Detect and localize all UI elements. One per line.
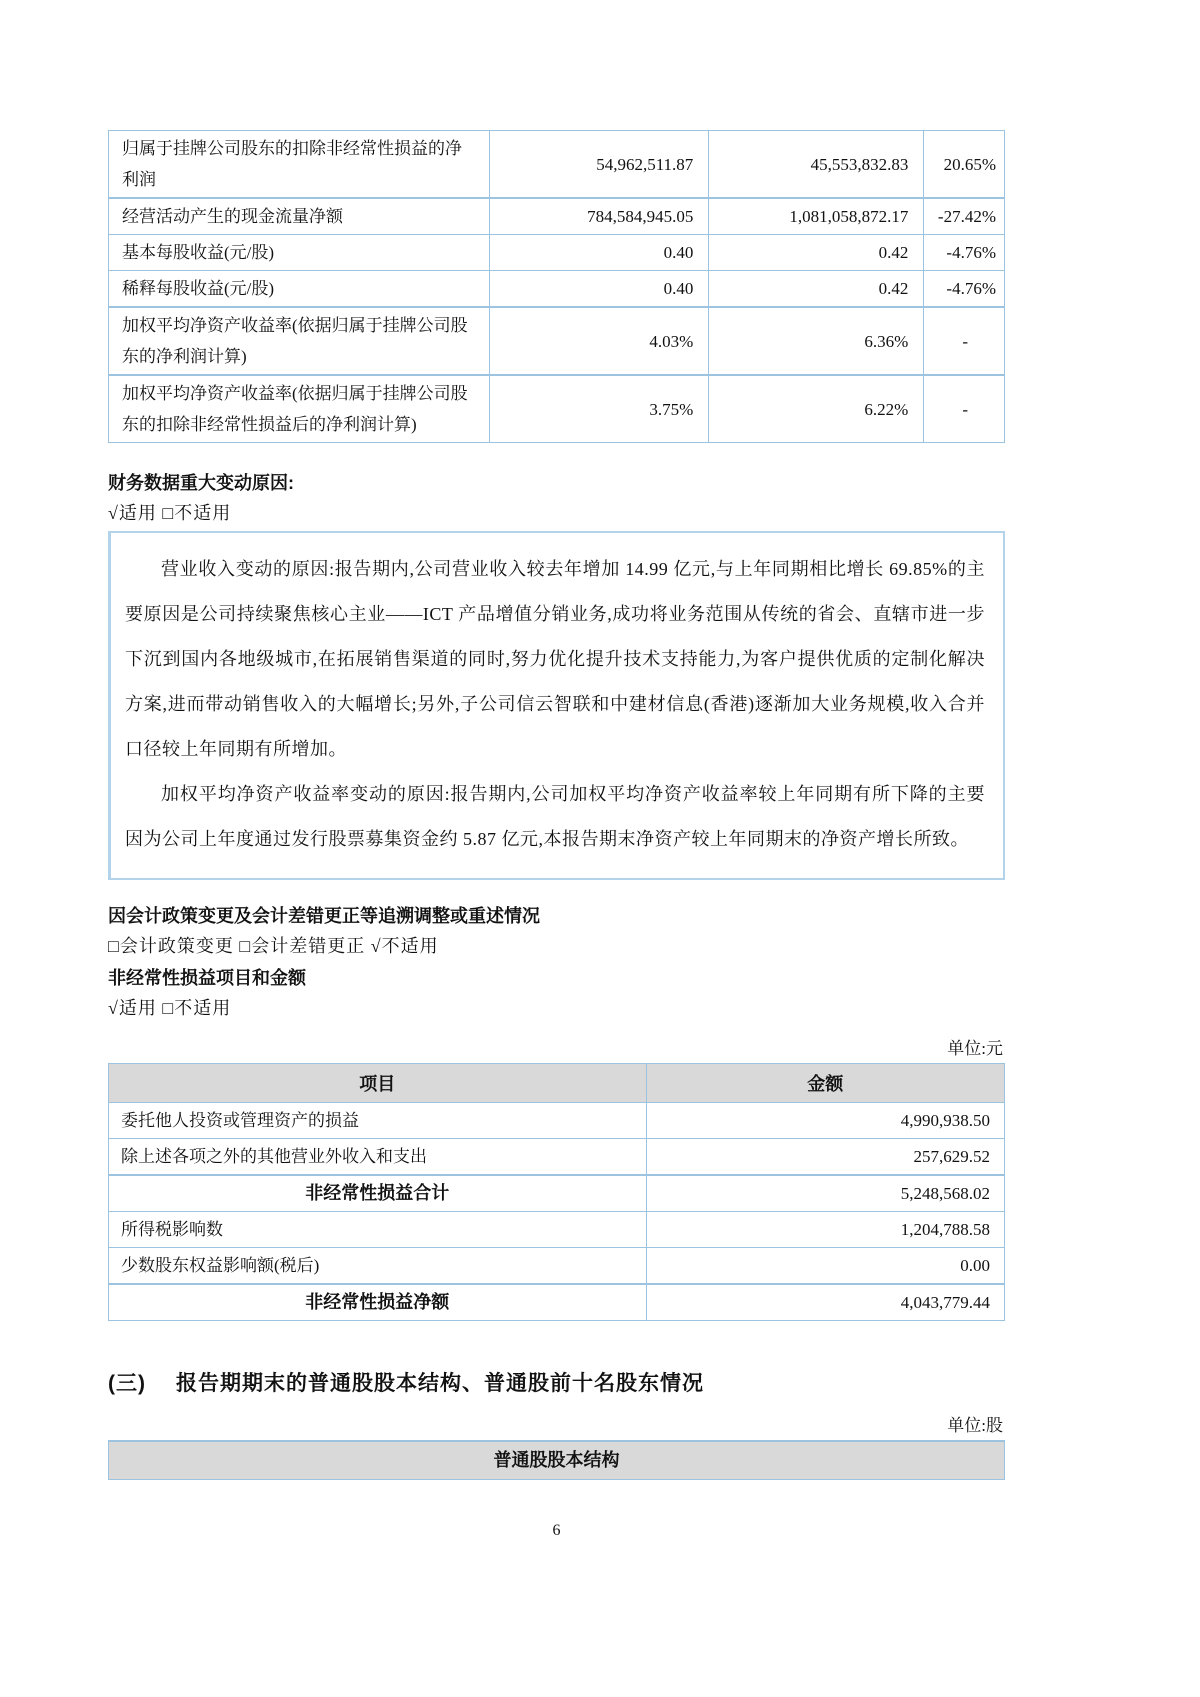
financial-change-heading: 财务数据重大变动原因:	[108, 473, 294, 493]
table-row	[109, 131, 1005, 199]
non-recurring-heading: 非经常性损益项目和金额	[108, 968, 306, 988]
non-recurring-header-row	[109, 1064, 1005, 1103]
cell-label: 归属于挂牌公司股东的扣除非经常性损益的净利润	[109, 131, 490, 199]
cell-item: 非经常性损益净额	[109, 1284, 647, 1321]
section-three-numbering: (三)	[108, 1372, 146, 1395]
table-row	[109, 1284, 1005, 1321]
non-recurring-options: √适用 □不适用	[108, 998, 232, 1018]
unit-label-share: 单位:股	[947, 1416, 1003, 1435]
non-recurring-table	[108, 1063, 1005, 1321]
cell-prior: 45,553,832.83	[709, 131, 924, 199]
cell-prior: 0.42	[709, 271, 924, 308]
restatement-options: □会计政策变更 □会计差错更正 √不适用	[108, 936, 439, 956]
page-content	[108, 0, 1005, 1540]
financial-change-options: √适用 □不适用	[108, 503, 232, 523]
cell-amount: 257,629.52	[646, 1139, 1004, 1176]
cell-item: 委托他人投资或管理资产的损益	[109, 1103, 647, 1139]
cell-prior: 6.22%	[709, 375, 924, 443]
cell-item: 所得税影响数	[109, 1212, 647, 1248]
unit-label-yuan: 单位:元	[947, 1039, 1003, 1058]
cell-current: 0.40	[489, 271, 709, 308]
cell-amount: 1,204,788.58	[646, 1212, 1004, 1248]
table-row	[109, 271, 1005, 308]
table-row	[109, 1175, 1005, 1212]
cell-label: 加权平均净资产收益率(依据归属于挂牌公司股东的扣除非经常性损益后的净利润计算)	[109, 375, 490, 443]
cell-change: -4.76%	[924, 271, 1005, 308]
cell-prior: 6.36%	[709, 307, 924, 375]
table-row	[109, 198, 1005, 235]
reason-paragraph-revenue: 营业收入变动的原因:报告期内,公司营业收入较去年增加 14.99 亿元,与上年同期相比增长 69.85%的主要原因是公司持续聚焦核心主业——ICT 产品增值分销业务,成功将业务范围从传统的省会、直辖市进一步下沉到国内各地级城市,在拓展销售渠道的同时,努力优化提升技术支持能力,为客户提供优质的定制化解决方案,进而带动销售收入的大幅增长;另外,子公司信云智联和中建材信息(香港)逐渐加大业务规模,收入合并口径较上年同期有所增加。	[125, 559, 985, 759]
non-recurring-rows	[109, 1103, 1005, 1321]
cell-item: 非经常性损益合计	[109, 1175, 647, 1212]
page-number: 6	[552, 1522, 561, 1539]
cell-label: 基本每股收益(元/股)	[109, 235, 490, 271]
cell-label: 稀释每股收益(元/股)	[109, 271, 490, 308]
section-three-title: 报告期期末的普通股股本结构、普通股前十名股东情况	[176, 1372, 704, 1395]
cell-amount: 0.00	[646, 1248, 1004, 1285]
table-row	[109, 375, 1005, 443]
table-row	[109, 307, 1005, 375]
cell-current: 3.75%	[489, 375, 709, 443]
cell-item: 少数股东权益影响额(税后)	[109, 1248, 647, 1285]
column-header-item: 项目	[109, 1064, 647, 1103]
table-row	[109, 1212, 1005, 1248]
column-header-amount: 金额	[646, 1064, 1004, 1103]
key-financials-rows	[109, 131, 1005, 443]
key-financials-table	[108, 130, 1005, 443]
cell-item: 除上述各项之外的其他营业外收入和支出	[109, 1139, 647, 1176]
cell-amount: 4,043,779.44	[646, 1284, 1004, 1321]
cell-current: 4.03%	[489, 307, 709, 375]
change-reason-box	[108, 531, 1005, 880]
cell-amount: 5,248,568.02	[646, 1175, 1004, 1212]
table-row	[109, 1139, 1005, 1176]
cell-change: -	[924, 307, 1005, 375]
table-row	[109, 235, 1005, 271]
cell-label: 加权平均净资产收益率(依据归属于挂牌公司股东的净利润计算)	[109, 307, 490, 375]
reason-paragraph-roe: 加权平均净资产收益率变动的原因:报告期内,公司加权平均净资产收益率较上年同期有所下降的主要因为公司上年度通过发行股票募集资金约 5.87 亿元,本报告期末净资产较上年同期末的净资产增长所致。	[125, 784, 985, 849]
cell-current: 54,962,511.87	[489, 131, 709, 199]
cell-current: 784,584,945.05	[489, 198, 709, 235]
cell-amount: 4,990,938.50	[646, 1103, 1004, 1139]
table-row	[109, 1103, 1005, 1139]
cell-change: -4.76%	[924, 235, 1005, 271]
cell-change: -	[924, 375, 1005, 443]
cell-prior: 0.42	[709, 235, 924, 271]
cell-label: 经营活动产生的现金流量净额	[109, 198, 490, 235]
cell-prior: 1,081,058,872.17	[709, 198, 924, 235]
cell-change: 20.65%	[924, 131, 1005, 199]
restatement-heading: 因会计政策变更及会计差错更正等追溯调整或重述情况	[108, 906, 540, 926]
cell-change: -27.42%	[924, 198, 1005, 235]
section-three-heading	[108, 1367, 1005, 1397]
cell-current: 0.40	[489, 235, 709, 271]
share-structure-caption: 普通股股本结构	[108, 1440, 1005, 1480]
table-row	[109, 1248, 1005, 1285]
